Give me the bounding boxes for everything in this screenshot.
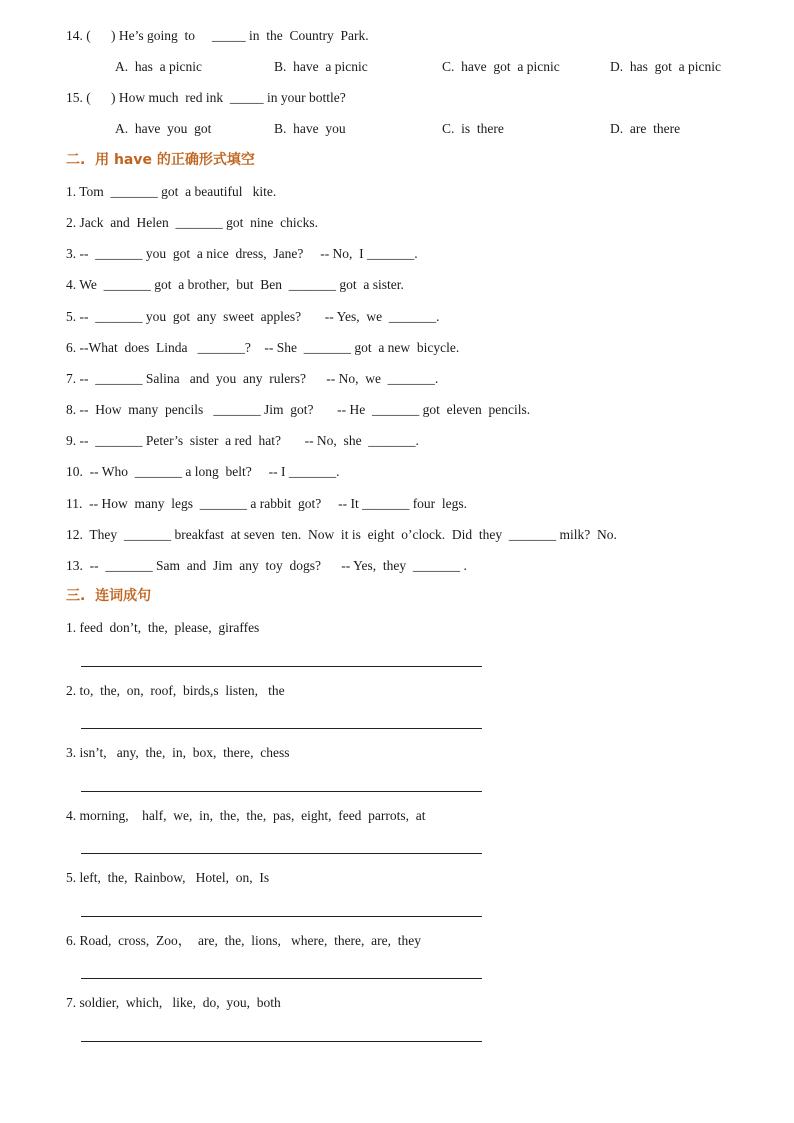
- fill-item-2: 2. Jack and Helen _______ got nine chicks.: [66, 215, 318, 230]
- fill-item-4: 4. We _______ got a brother, but Ben _______ got a sister.: [66, 277, 404, 292]
- q14-option-b: B. have a picnic: [274, 59, 368, 74]
- answer-line-4: [81, 853, 482, 854]
- answer-line-5: [81, 916, 482, 917]
- answer-line-1: [81, 666, 482, 667]
- question-14: 14. ( ) He’s going to _____ in the Country Park.: [66, 28, 369, 43]
- order-item-2: 2. to, the, on, roof, birds,s listen, the: [66, 683, 285, 698]
- fill-item-7: 7. -- _______ Salina and you any rulers? -- No, we _______.: [66, 371, 439, 386]
- order-item-7: 7. soldier, which, like, do, you, both: [66, 995, 281, 1010]
- section-2-heading: 二. 用 have 的正确形式填空: [66, 152, 255, 168]
- fill-item-6: 6. --What does Linda _______? -- She _______ got a new bicycle.: [66, 340, 460, 355]
- fill-item-9: 9. -- _______ Peter’s sister a red hat? -- No, she _______.: [66, 433, 419, 448]
- answer-line-7: [81, 1041, 482, 1042]
- fill-item-10: 10. -- Who _______ a long belt? -- I _______.: [66, 464, 340, 479]
- order-item-1: 1. feed don’t, the, please, giraffes: [66, 620, 260, 635]
- q15-option-b: B. have you: [274, 121, 346, 136]
- fill-item-11: 11. -- How many legs _______ a rabbit got? -- It _______ four legs.: [66, 496, 468, 511]
- q15-option-d: D. are there: [610, 121, 681, 136]
- fill-item-3: 3. -- _______ you got a nice dress, Jane? -- No, I _______.: [66, 246, 418, 261]
- question-15: 15. ( ) How much red ink _____ in your bottle?: [66, 90, 346, 105]
- section-3-heading: 三. 连词成句: [66, 588, 152, 604]
- fill-item-13: 13. -- _______ Sam and Jim any toy dogs? -- Yes, they _______ .: [66, 558, 467, 573]
- q14-option-d: D. has got a picnic: [610, 59, 721, 74]
- order-item-3: 3. isn’t, any, the, in, box, there, chess: [66, 745, 290, 760]
- fill-item-8: 8. -- How many pencils _______ Jim got? -- He _______ got eleven pencils.: [66, 402, 531, 417]
- fill-item-12: 12. They _______ breakfast at seven ten. Now it is eight o’clock. Did they _______ milk? No.: [66, 527, 617, 542]
- answer-line-3: [81, 791, 482, 792]
- answer-line-6: [81, 978, 482, 979]
- answer-line-2: [81, 728, 482, 729]
- q14-option-c: C. have got a picnic: [442, 59, 560, 74]
- fill-item-5: 5. -- _______ you got any sweet apples? -- Yes, we _______.: [66, 309, 440, 324]
- order-item-4: 4. morning, half, we, in, the, the, pas, eight, feed parrots, at: [66, 808, 426, 823]
- q15-option-c: C. is there: [442, 121, 504, 136]
- fill-item-1: 1. Tom _______ got a beautiful kite.: [66, 184, 277, 199]
- order-item-6: 6. Road, cross, Zoo， are, the, lions, where, there, are, they: [66, 933, 422, 948]
- order-item-5: 5. left, the, Rainbow, Hotel, on, Is: [66, 870, 270, 885]
- q14-option-a: A. has a picnic: [115, 59, 202, 74]
- q15-option-a: A. have you got: [115, 121, 212, 136]
